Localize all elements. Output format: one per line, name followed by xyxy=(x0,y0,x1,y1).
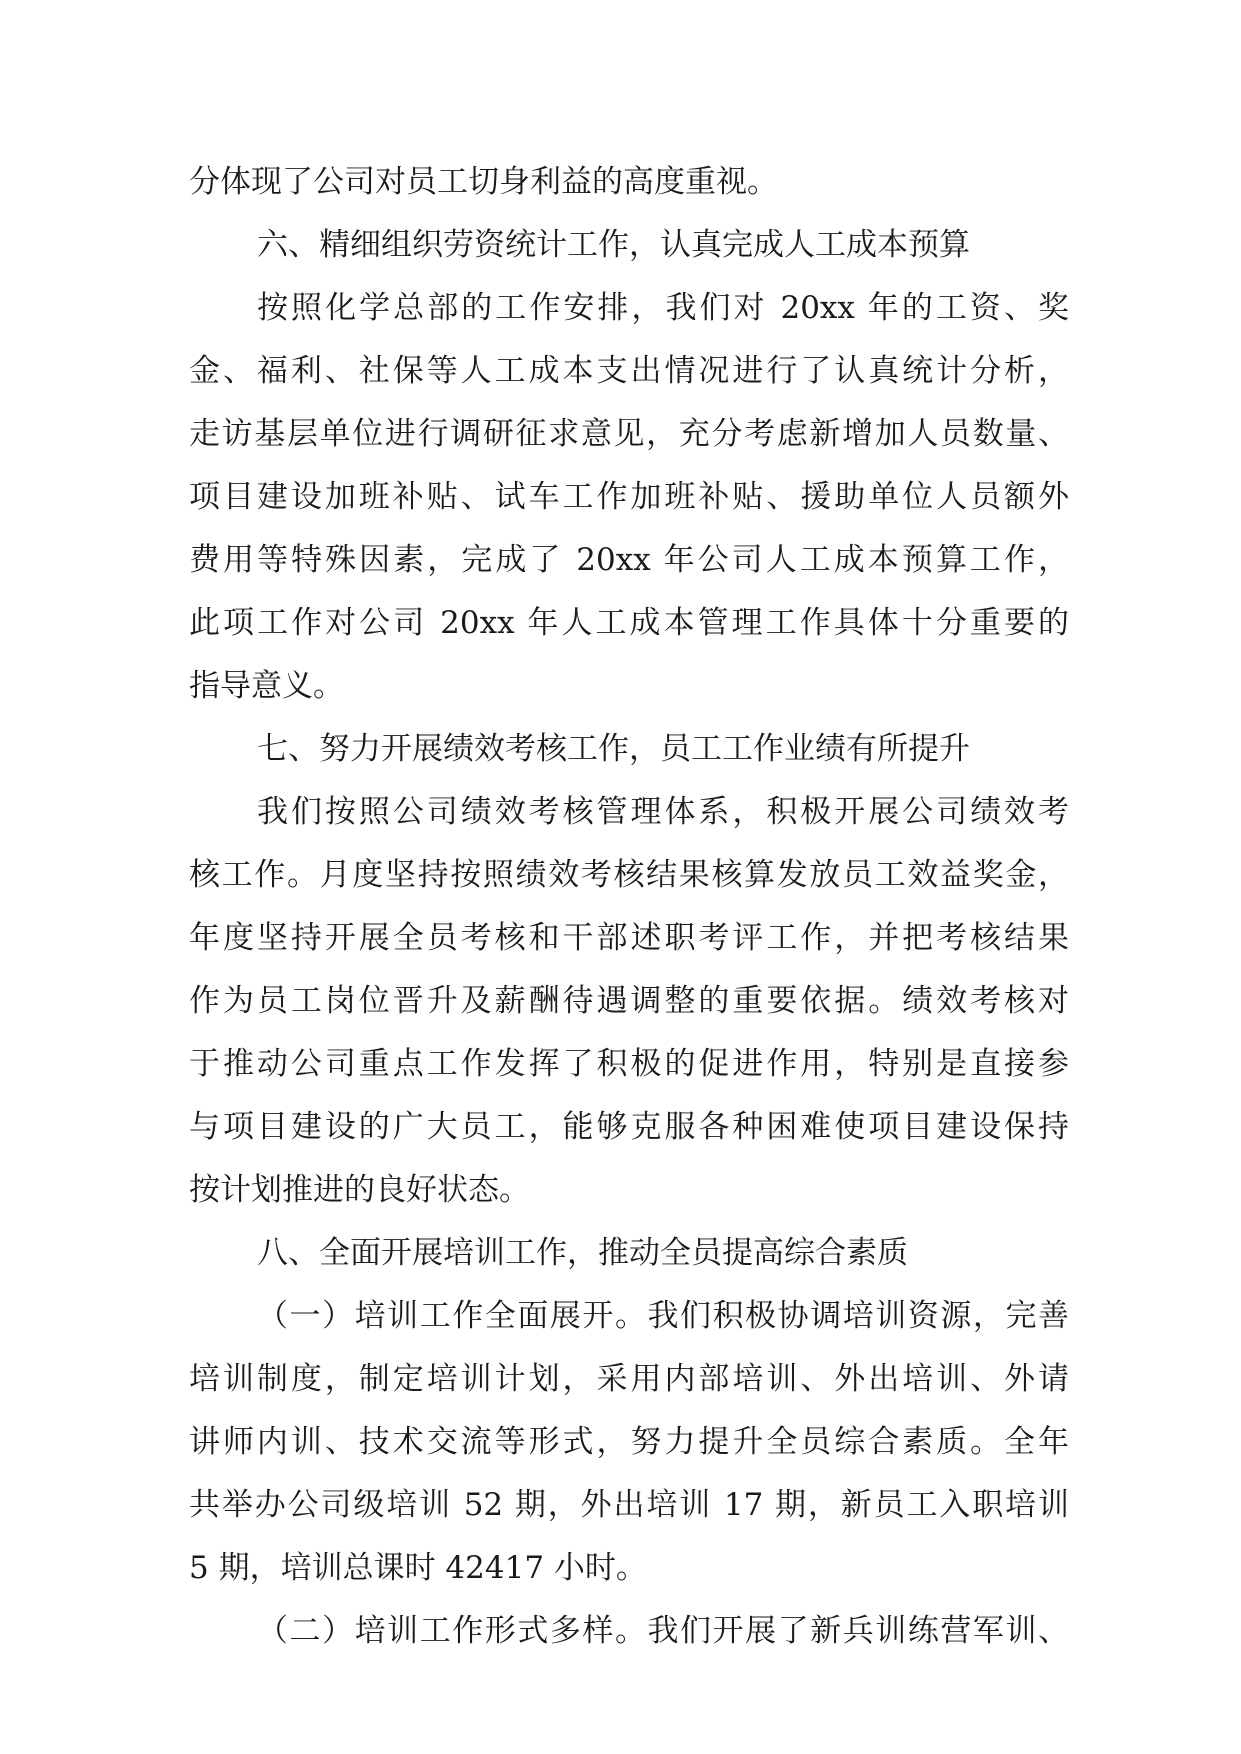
paragraph-line: 我们按照公司绩效考核管理体系，积极开展公司绩效考 xyxy=(257,794,1069,830)
paragraph-line: 核工作。月度坚持按照绩效考核结果核算发放员工效益奖金， xyxy=(189,857,1069,893)
paragraph-line: 年度坚持开展全员考核和干部述职考评工作，并把考核结果 xyxy=(189,920,1069,956)
document-body xyxy=(189,151,1069,1663)
paragraph-line: 讲师内训、技术交流等形式，努力提升全员综合素质。全年 xyxy=(189,1424,1069,1460)
paragraph-line: 项目建设加班补贴、试车工作加班补贴、援助单位人员额外 xyxy=(189,479,1069,515)
section-heading: 八、全面开展培训工作，推动全员提高综合素质 xyxy=(257,1235,908,1271)
paragraph-line: 按照化学总部的工作安排，我们对 20xx 年的工资、奖 xyxy=(257,290,1069,326)
paragraph-line: 于推动公司重点工作发挥了积极的促进作用，特别是直接参 xyxy=(189,1046,1069,1082)
paragraph-line: 5 期，培训总课时 42417 小时。 xyxy=(189,1550,647,1586)
paragraph-line: （二）培训工作形式多样。我们开展了新兵训练营军训、 xyxy=(257,1613,1069,1649)
paragraph-line: 按计划推进的良好状态。 xyxy=(189,1172,530,1208)
paragraph-line: 指导意义。 xyxy=(189,668,344,704)
paragraph-line: 费用等特殊因素，完成了 20xx 年公司人工成本预算工作， xyxy=(189,542,1069,578)
paragraph-line: 此项工作对公司 20xx 年人工成本管理工作具体十分重要的 xyxy=(189,605,1069,641)
paragraph-line: 分体现了公司对员工切身利益的高度重视。 xyxy=(189,164,778,200)
paragraph-line: 与项目建设的广大员工，能够克服各种困难使项目建设保持 xyxy=(189,1109,1069,1145)
paragraph-line: 作为员工岗位晋升及薪酬待遇调整的重要依据。绩效考核对 xyxy=(189,983,1069,1019)
paragraph-line: （一）培训工作全面展开。我们积极协调培训资源，完善 xyxy=(257,1298,1069,1334)
paragraph-line: 走访基层单位进行调研征求意见，充分考虑新增加人员数量、 xyxy=(189,416,1069,452)
paragraph-line: 金、福利、社保等人工成本支出情况进行了认真统计分析， xyxy=(189,353,1069,389)
section-heading: 六、精细组织劳资统计工作，认真完成人工成本预算 xyxy=(257,227,970,263)
paragraph-line: 培训制度，制定培训计划，采用内部培训、外出培训、外请 xyxy=(189,1361,1069,1397)
section-heading: 七、努力开展绩效考核工作，员工工作业绩有所提升 xyxy=(257,731,970,767)
paragraph-line: 共举办公司级培训 52 期，外出培训 17 期，新员工入职培训 xyxy=(189,1487,1069,1523)
